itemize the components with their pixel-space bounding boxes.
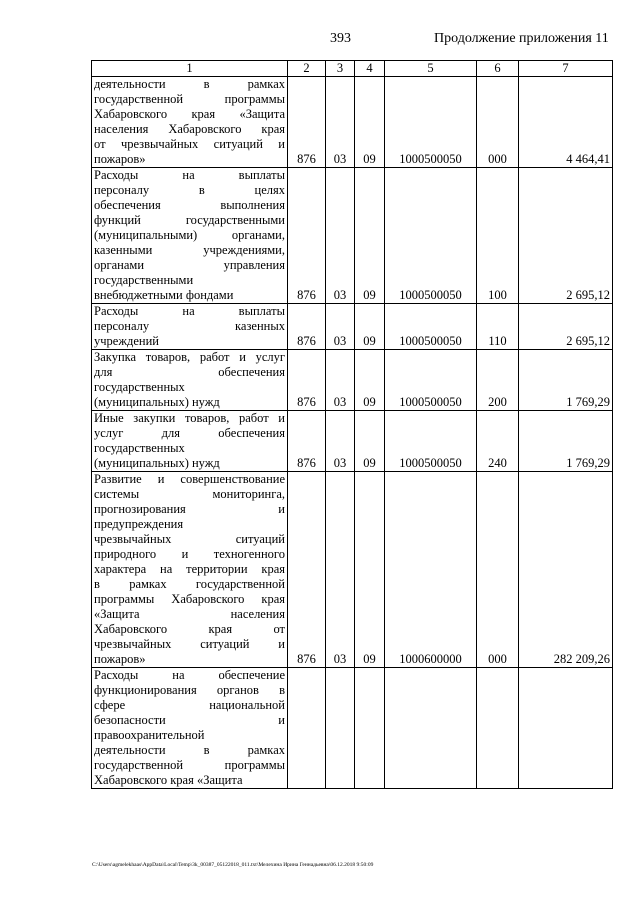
description-line: Расходы на обеспечение [94, 668, 285, 682]
row-description [92, 77, 288, 168]
description-line: системы мониторинга, [94, 487, 285, 501]
description-line: пожаров» [94, 652, 146, 666]
description-line: предупреждения [94, 517, 184, 531]
description-line: Закупка товаров, работ и услуг [94, 350, 285, 364]
column-header: 5 [385, 61, 477, 77]
admin-code: 876 [288, 472, 326, 668]
subsection-code: 09 [355, 77, 385, 168]
description-line: от чрезвычайных ситуаций и [94, 137, 285, 151]
description-line: учреждений [94, 334, 159, 348]
description-line: государственными [94, 273, 194, 287]
description-line: государственной программы [94, 758, 285, 772]
expense-type-code [477, 668, 519, 789]
subsection-code: 09 [355, 304, 385, 350]
admin-code: 876 [288, 304, 326, 350]
expense-type-code: 240 [477, 411, 519, 472]
subsection-code: 09 [355, 472, 385, 668]
amount: 1 769,29 [519, 411, 613, 472]
description-line: деятельности в рамках [94, 77, 285, 91]
appendix-caption: Продолжение приложения 11 [434, 31, 609, 46]
amount: 1 769,29 [519, 350, 613, 411]
table-row [92, 411, 613, 472]
description-line: Расходы на выплаты [94, 304, 285, 318]
description-line: Хабаровского края «Защита [94, 773, 243, 787]
section-code: 03 [326, 472, 355, 668]
row-description [92, 350, 288, 411]
section-code: 03 [326, 77, 355, 168]
description-line: (муниципальных) нужд [94, 456, 220, 470]
column-header: 7 [519, 61, 613, 77]
section-code: 03 [326, 411, 355, 472]
table-row [92, 304, 613, 350]
description-line: сфере национальной [94, 698, 285, 712]
row-description [92, 168, 288, 304]
expense-type-code: 110 [477, 304, 519, 350]
description-line: программы Хабаровского края [94, 592, 285, 606]
description-line: внебюджетными фондами [94, 288, 234, 302]
admin-code: 876 [288, 350, 326, 411]
column-header: 3 [326, 61, 355, 77]
amount: 2 695,12 [519, 168, 613, 304]
row-description [92, 411, 288, 472]
amount: 282 209,26 [519, 472, 613, 668]
description-line: безопасности и [94, 713, 285, 727]
target-article-code: 1000500050 [385, 168, 477, 304]
subsection-code: 09 [355, 168, 385, 304]
description-line: казенными учреждениями, [94, 243, 285, 257]
description-line: персоналу казенных [94, 319, 285, 333]
target-article-code: 1000500050 [385, 77, 477, 168]
column-header: 2 [288, 61, 326, 77]
target-article-code: 1000600000 [385, 472, 477, 668]
subsection-code: 09 [355, 411, 385, 472]
description-line: Хабаровского края «Защита [94, 107, 285, 121]
target-article-code: 1000500050 [385, 350, 477, 411]
target-article-code: 1000500050 [385, 411, 477, 472]
expense-type-code: 000 [477, 77, 519, 168]
row-description [92, 472, 288, 668]
footer-file-path: C:\Users\agmelekhaas\AppData\Local\Temp\3k_00387_05122018_011.txt\Мелехина Ирина Геннадьевна\06.12.2018 9:50:09 [92, 862, 374, 868]
subsection-code: 09 [355, 350, 385, 411]
column-header: 6 [477, 61, 519, 77]
column-header: 1 [92, 61, 288, 77]
column-header-row [92, 61, 613, 77]
description-line: персоналу в целях [94, 183, 285, 197]
expense-type-code: 000 [477, 472, 519, 668]
target-article-code: 1000500050 [385, 304, 477, 350]
description-line: (муниципальных) нужд [94, 395, 220, 409]
amount: 4 464,41 [519, 77, 613, 168]
budget-table [91, 60, 613, 789]
description-line: населения Хабаровского края [94, 122, 285, 136]
expense-type-code: 200 [477, 350, 519, 411]
section-code: 03 [326, 304, 355, 350]
column-header: 4 [355, 61, 385, 77]
page-number: 393 [330, 31, 351, 46]
section-code: 03 [326, 168, 355, 304]
table-row [92, 472, 613, 668]
description-line: органами управления [94, 258, 285, 272]
description-line: «Защита населения [94, 607, 285, 621]
admin-code: 876 [288, 168, 326, 304]
admin-code: 876 [288, 77, 326, 168]
description-line: государственных [94, 380, 185, 394]
description-line: государственной программы [94, 92, 285, 106]
expense-type-code: 100 [477, 168, 519, 304]
description-line: пожаров» [94, 152, 146, 166]
description-line: Расходы на выплаты [94, 168, 285, 182]
description-line: функций государственными [94, 213, 285, 227]
description-line: в рамках государственной [94, 577, 285, 591]
description-line: услуг для обеспечения [94, 426, 285, 440]
description-line: для обеспечения [94, 365, 285, 379]
description-line: правоохранительной [94, 728, 205, 742]
description-line: характера на территории края [94, 562, 285, 576]
table-row [92, 168, 613, 304]
amount [519, 668, 613, 789]
row-description [92, 668, 288, 789]
description-line: Иные закупки товаров, работ и [94, 411, 285, 425]
description-line: природного и техногенного [94, 547, 285, 561]
description-line: обеспечения выполнения [94, 198, 285, 212]
amount: 2 695,12 [519, 304, 613, 350]
admin-code: 876 [288, 411, 326, 472]
description-line: функционирования органов в [94, 683, 285, 697]
table-row [92, 668, 613, 789]
row-description [92, 304, 288, 350]
table-row [92, 350, 613, 411]
description-line: деятельности в рамках [94, 743, 285, 757]
description-line: государственных [94, 441, 185, 455]
description-line: Хабаровского края от [94, 622, 285, 636]
description-line: чрезвычайных ситуаций и [94, 637, 285, 651]
target-article-code [385, 668, 477, 789]
description-line: прогнозирования и [94, 502, 285, 516]
description-line: Развитие и совершенствование [94, 472, 285, 486]
description-line: (муниципальными) органами, [94, 228, 285, 242]
table-row [92, 77, 613, 168]
section-code: 03 [326, 350, 355, 411]
section-code [326, 668, 355, 789]
description-line: чрезвычайных ситуаций [94, 532, 285, 546]
subsection-code [355, 668, 385, 789]
admin-code [288, 668, 326, 789]
